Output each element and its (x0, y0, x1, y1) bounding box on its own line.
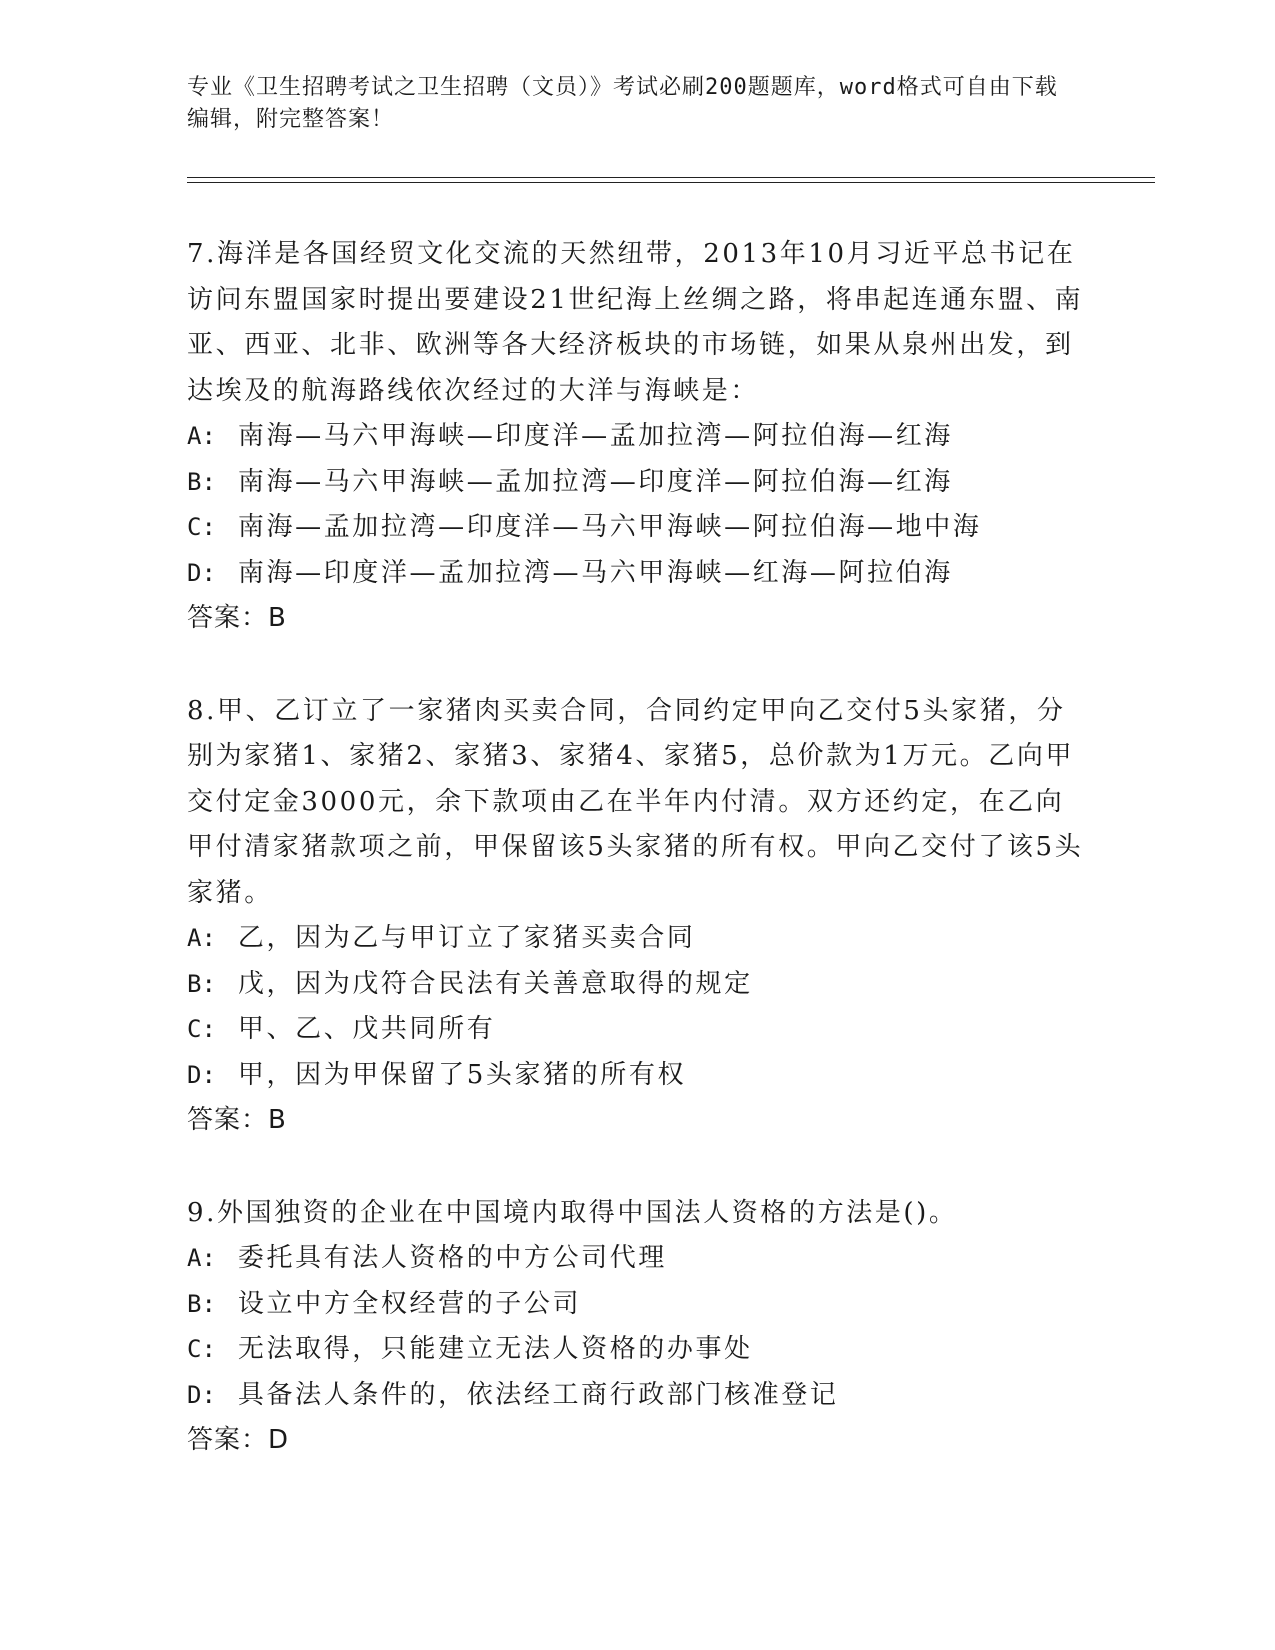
option-text: 南海—孟加拉湾—印度洋—马六甲海峡—阿拉伯海—地中海 (237, 512, 982, 542)
option-letter: D: (187, 1380, 216, 1409)
option-d (187, 551, 1087, 597)
option-letter: B: (187, 1289, 216, 1318)
question-9 (187, 1191, 1087, 1464)
option-letter: B: (187, 969, 216, 998)
option-c (187, 505, 1087, 551)
option-text: 南海—马六甲海峡—印度洋—孟加拉湾—阿拉伯海—红海 (237, 421, 953, 451)
header-divider-top (187, 177, 1155, 178)
option-b (187, 460, 1087, 506)
option-letter: B: (187, 467, 216, 496)
option-a (187, 916, 1087, 962)
question-list (187, 232, 1087, 1511)
option-text: 乙，因为乙与甲订立了家猪买卖合同 (237, 923, 696, 953)
option-c (187, 1327, 1087, 1373)
question-stem: 7.海洋是各国经贸文化交流的天然纽带，2013年10月习近平总书记在访问东盟国家时提出要建设21世纪海上丝绸之路，将串起连通东盟、南亚、西亚、北非、欧洲等各大经济板块的市场链，如果从泉州出发，到达埃及的航海路线依次经过的大洋与海峡是： (187, 239, 1084, 406)
answer: 答案：B (187, 1105, 287, 1135)
option-letter: D: (187, 1060, 216, 1089)
option-d (187, 1373, 1087, 1419)
header-divider-bottom (187, 182, 1155, 183)
option-text: 委托具有法人资格的中方公司代理 (237, 1243, 667, 1273)
option-letter: A: (187, 924, 216, 952)
option-a (187, 414, 1087, 460)
option-text: 南海—马六甲海峡—孟加拉湾—印度洋—阿拉伯海—红海 (237, 466, 953, 497)
question-7 (187, 232, 1087, 642)
option-letter: D: (187, 558, 216, 587)
option-text: 无法取得，只能建立无法人资格的办事处 (237, 1334, 753, 1364)
option-letter: C: (187, 513, 216, 541)
option-b (187, 1282, 1087, 1328)
option-text: 南海—印度洋—孟加拉湾—马六甲海峡—红海—阿拉伯海 (237, 557, 953, 588)
option-letter: C: (187, 1015, 216, 1043)
question-8 (187, 689, 1087, 1144)
page-header: 专业《卫生招聘考试之卫生招聘（文员）》考试必刷200题题库，word格式可自由下载编辑，附完整答案！ (187, 75, 1058, 132)
option-text: 甲、乙、戊共同所有 (237, 1014, 496, 1044)
option-b (187, 962, 1087, 1008)
option-c (187, 1007, 1087, 1053)
option-letter: C: (187, 1335, 216, 1363)
option-d (187, 1053, 1087, 1099)
option-letter: A: (187, 422, 216, 450)
answer: 答案：D (187, 1425, 290, 1455)
option-letter: A: (187, 1244, 216, 1272)
answer: 答案：B (187, 603, 287, 633)
question-stem: 8.甲、乙订立了一家猪肉买卖合同，合同约定甲向乙交付5头家猪，分别为家猪1、家猪2、家猪3、家猪4、家猪5，总价款为1万元。乙向甲交付定金3000元，余下款项由乙在半年内付清。双方还约定，在乙向甲付清家猪款项之前，甲保留该5头家猪的所有权。甲向乙交付了该5头家猪。 (187, 695, 1084, 908)
option-text: 设立中方全权经营的子公司 (237, 1288, 582, 1319)
option-a (187, 1236, 1087, 1282)
option-text: 戊，因为戊符合民法有关善意取得的规定 (237, 968, 753, 999)
option-text: 具备法人条件的，依法经工商行政部门核准登记 (237, 1379, 839, 1410)
option-text: 甲，因为甲保留了5头家猪的所有权 (237, 1059, 687, 1090)
question-stem: 9.外国独资的企业在中国境内取得中国法人资格的方法是()。 (187, 1197, 958, 1228)
